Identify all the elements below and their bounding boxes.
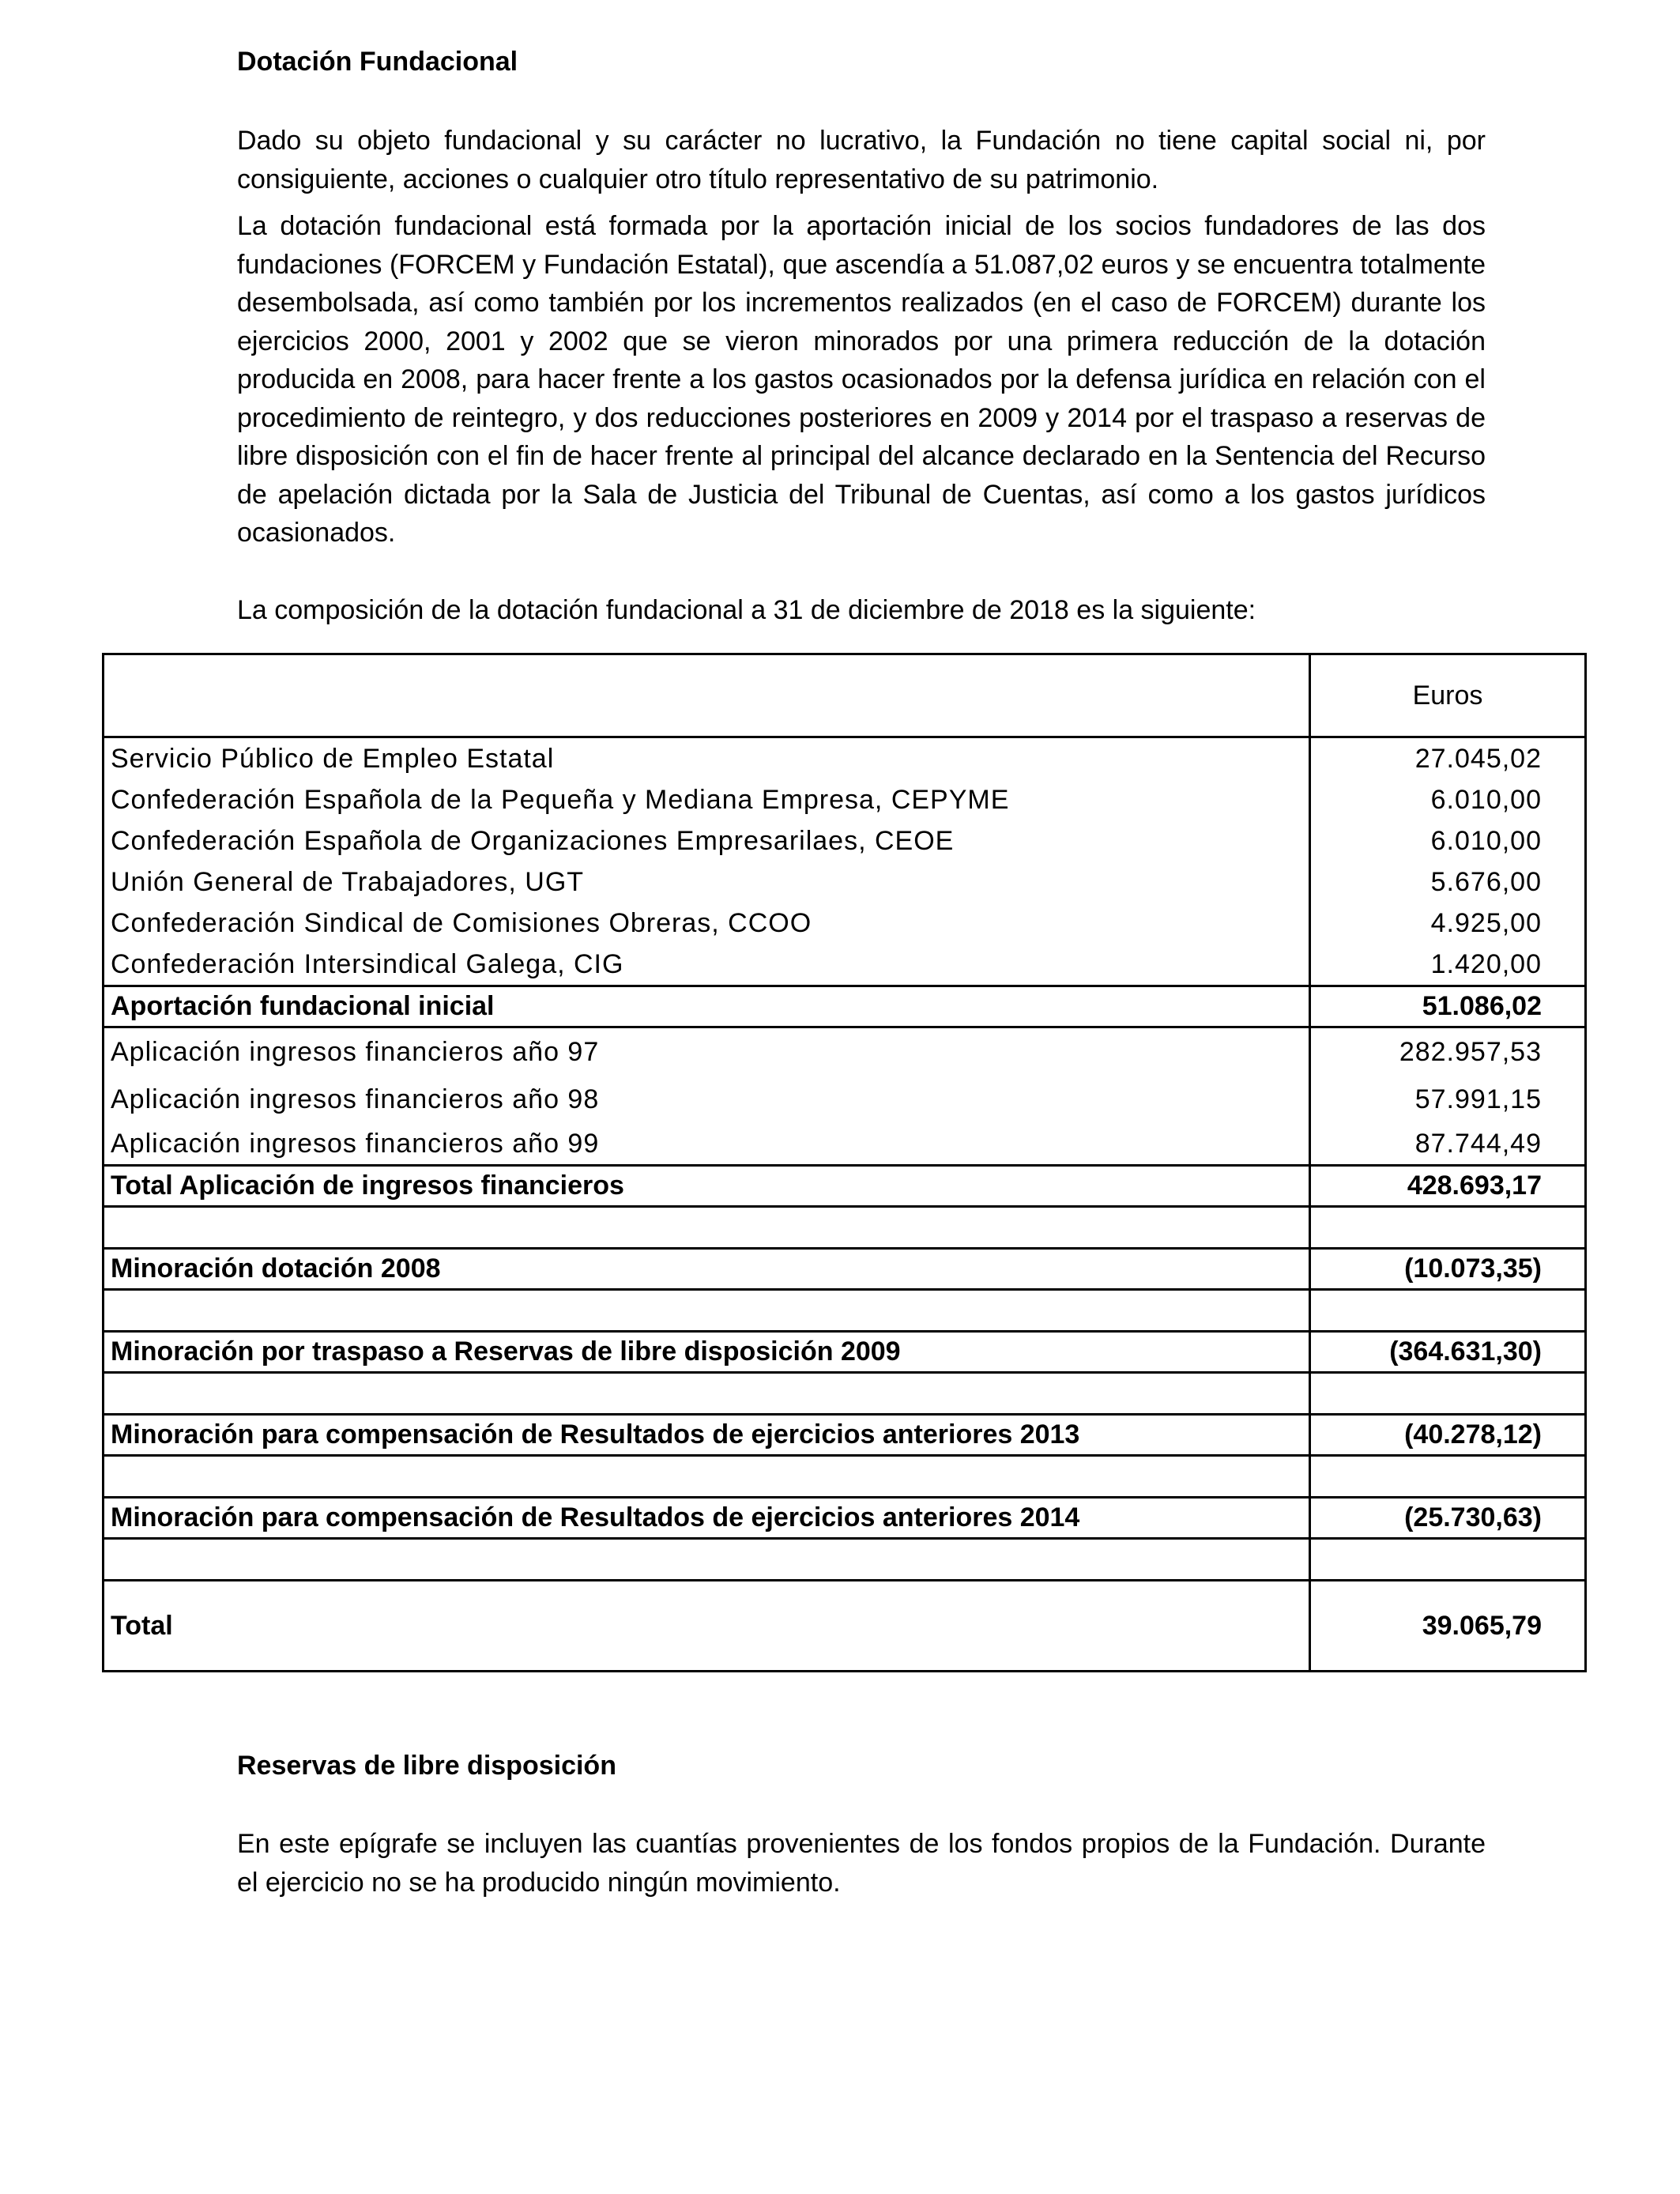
paragraph-intro: Dado su objeto fundacional y su carácter no lucrativo, la Fundación no tiene capital social ni, por consiguiente, acciones o cualquier otro título representativo de su patrimonio.	[237, 126, 1486, 194]
row-label: Unión General de Trabajadores, UGT	[111, 866, 585, 897]
blank-cell	[104, 1539, 1310, 1581]
row-label: Confederación Española de la Pequeña y Mediana Empresa, CEPYME	[111, 784, 1010, 815]
blank-cell	[1310, 1456, 1586, 1498]
blank-cell	[1310, 1290, 1586, 1332]
table-row	[104, 944, 1586, 986]
blank-row	[104, 1207, 1586, 1249]
reduction-row	[104, 1498, 1586, 1539]
table-row	[104, 1076, 1586, 1123]
subtotal-row	[104, 986, 1586, 1027]
row-label: Confederación Sindical de Comisiones Obreras, CCOO	[111, 907, 812, 938]
row-amount: 51.086,02	[1310, 986, 1586, 1027]
row-label: Minoración para compensación de Resultados de ejercicios anteriores 2014	[104, 1498, 1310, 1539]
total-amount: 39.065,79	[1310, 1581, 1586, 1672]
row-amount: 87.744,49	[1310, 1123, 1586, 1166]
row-amount: 1.420,00	[1310, 944, 1586, 986]
blank-row	[104, 1539, 1586, 1581]
row-amount: 4.925,00	[1310, 903, 1586, 944]
paragraph-description: La dotación fundacional está formada por la aportación inicial de los socios fundadores de las dos fundaciones (FORCEM y Fundación Estatal), que ascendía a 51.087,02 euros y se encuentra totalmente desembolsada, así como también por los incrementos realizados (en el caso de FORCEM) durante los ejercicios 2000, 2001 y 2002 que se vieron minorados por una primera reducción de la dotación producida en 2008, para hacer frente a los gastos ocasionados por la defensa jurídica en relación con el procedimiento de reintegro, y dos reducciones posteriores en 2009 y 2014 por el traspaso a reservas de libre disposición con el fin de hacer frente al principal del alcance declarado en la Sentencia del Recurso de apelación dictada por la Sala de Justicia del Tribunal de Cuentas, así como a los gastos jurídicos ocasionados.	[237, 211, 1486, 548]
row-label: Confederación Intersindical Galega, CIG	[111, 948, 624, 979]
paragraph-reservas: En este epígrafe se incluyen las cuantías provenientes de los fondos propios de la Fundación. Durante el ejercicio no se ha producido ningún movimiento.	[237, 1829, 1486, 1898]
blank-cell	[104, 1290, 1310, 1332]
table-header-row	[104, 654, 1586, 737]
total-row	[104, 1581, 1586, 1672]
subtotal-row	[104, 1166, 1586, 1207]
dotacion-table	[102, 653, 1587, 1672]
row-amount: 5.676,00	[1310, 861, 1586, 903]
row-label: Total Aplicación de ingresos financieros	[104, 1166, 1310, 1207]
row-label: Confederación Española de Organizaciones Empresarilaes, CEOE	[111, 825, 955, 856]
blank-cell	[1310, 1373, 1586, 1415]
section-title-dotacion: Dotación Fundacional	[237, 47, 518, 77]
header-amount-cell: Euros	[1310, 654, 1586, 737]
row-label: Aplicación ingresos financieros año 98	[111, 1084, 600, 1114]
blank-cell	[1310, 1207, 1586, 1249]
row-amount: 57.991,15	[1310, 1076, 1586, 1123]
row-amount: 6.010,00	[1310, 820, 1586, 861]
row-amount: 282.957,53	[1310, 1027, 1586, 1076]
total-label: Total	[104, 1581, 1310, 1672]
blank-row	[104, 1373, 1586, 1415]
table-row	[104, 861, 1586, 903]
row-amount: 6.010,00	[1310, 779, 1586, 820]
row-label: Minoración dotación 2008	[104, 1249, 1310, 1290]
table-row	[104, 779, 1586, 820]
table-row	[104, 903, 1586, 944]
table-row	[104, 737, 1586, 780]
row-amount: 428.693,17	[1310, 1166, 1586, 1207]
row-amount: 27.045,02	[1310, 737, 1586, 780]
row-label: Servicio Público de Empleo Estatal	[111, 743, 555, 774]
section-title-reservas: Reservas de libre disposición	[237, 1751, 616, 1781]
row-amount: (25.730,63)	[1310, 1498, 1586, 1539]
row-amount: (10.073,35)	[1310, 1249, 1586, 1290]
paragraph-composition: La composición de la dotación fundacional a 31 de diciembre de 2018 es la siguiente:	[237, 595, 1256, 625]
header-label-cell	[104, 654, 1310, 737]
blank-row	[104, 1456, 1586, 1498]
row-amount: (40.278,12)	[1310, 1415, 1586, 1456]
reduction-row	[104, 1332, 1586, 1373]
table-row	[104, 820, 1586, 861]
row-label: Aportación fundacional inicial	[104, 986, 1310, 1027]
row-label: Minoración por traspaso a Reservas de libre disposición 2009	[104, 1332, 1310, 1373]
blank-cell	[104, 1456, 1310, 1498]
table-row	[104, 1027, 1586, 1076]
row-label: Aplicación ingresos financieros año 97	[111, 1036, 600, 1067]
table-row	[104, 1123, 1586, 1166]
blank-cell	[104, 1207, 1310, 1249]
row-label: Minoración para compensación de Resultados de ejercicios anteriores 2013	[104, 1415, 1310, 1456]
row-label: Aplicación ingresos financieros año 99	[111, 1128, 600, 1159]
blank-cell	[1310, 1539, 1586, 1581]
reduction-row	[104, 1249, 1586, 1290]
row-amount: (364.631,30)	[1310, 1332, 1586, 1373]
blank-row	[104, 1290, 1586, 1332]
blank-cell	[104, 1373, 1310, 1415]
reduction-row	[104, 1415, 1586, 1456]
